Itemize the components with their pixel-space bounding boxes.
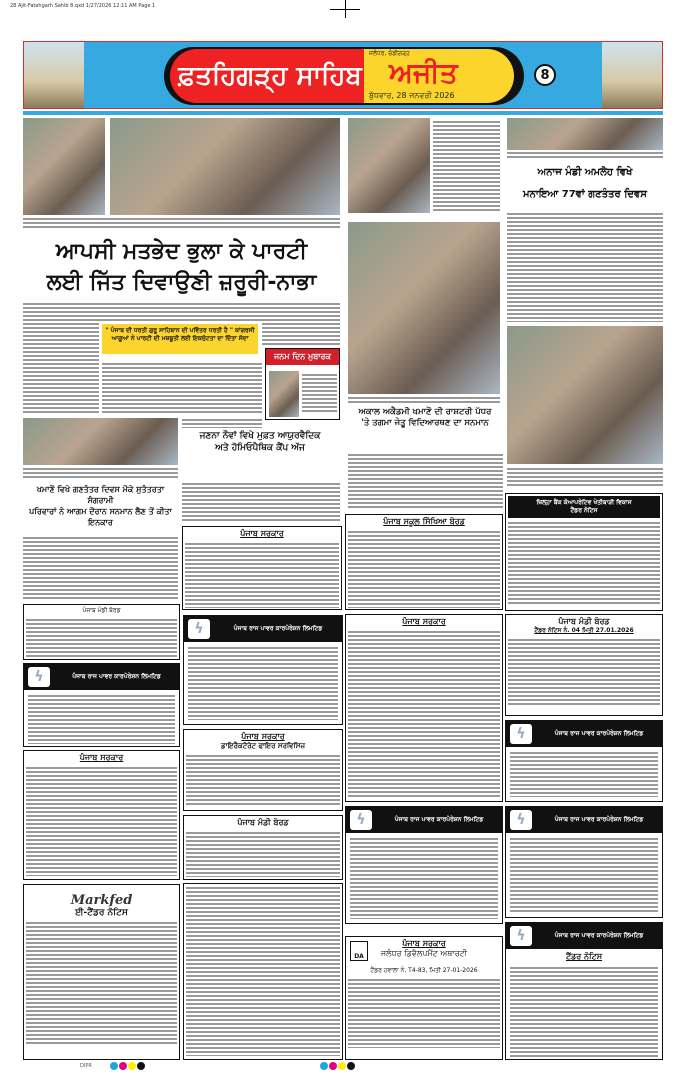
photo-caption bbox=[348, 396, 500, 404]
monument-image bbox=[602, 42, 662, 108]
article-body bbox=[348, 453, 503, 510]
edition-name: ਫ਼ਤਹਿਗੜ੍ਹ ਸਾਹਿਬ bbox=[170, 49, 370, 103]
ad-title: ਪੰਜਾਬ ਸਰਕਾਰ bbox=[241, 732, 285, 741]
ad-subtitle: ਟੈਂਡਰ ਨੋਟਿਸ bbox=[565, 952, 603, 961]
power-logo-icon: ϟ bbox=[188, 619, 210, 639]
birthday-title: ਜਨਮ ਦਿਨ ਮੁਬਾਰਕ bbox=[266, 349, 339, 365]
article-body bbox=[23, 302, 340, 322]
ad-subtitle: ਟੈਂਡਰ ਨੋਟਿਸ ਨੰ. 04 ਮਿਤੀ 27.01.2026 bbox=[534, 627, 634, 634]
ad-text bbox=[348, 978, 500, 1048]
tender-reference: ਟੈਂਡਰ ਹਵਾਲਾ ਨੰ. T4-83, ਮਿਤੀ 27-01-2026 bbox=[370, 967, 478, 974]
ad-text bbox=[26, 921, 177, 1046]
birthday-text bbox=[302, 373, 337, 413]
house-logo-icon: DA bbox=[350, 941, 368, 961]
ad-header bbox=[184, 616, 342, 642]
article-body bbox=[182, 482, 340, 522]
photo-caption bbox=[23, 217, 340, 229]
camp-headline bbox=[180, 430, 340, 454]
ad-bank bbox=[505, 493, 663, 611]
ad-power-corp bbox=[23, 663, 180, 747]
akal-headline bbox=[346, 407, 504, 429]
ad-text bbox=[510, 837, 658, 913]
edition-date: ਬੁੱਧਵਾਰ, 28 ਜਨਵਰੀ 2026 bbox=[369, 91, 455, 100]
ad-text bbox=[186, 831, 340, 877]
lead-headline bbox=[23, 236, 340, 298]
ad-title: ਪੰਜਾਬ ਰਾਜ ਪਾਵਰ ਕਾਰਪੋਰੇਸ਼ਨ ਲਿਮਟਿਡ bbox=[554, 730, 644, 737]
headline-line: ਅਕਾਲ ਅਕੈਡਮੀ ਖਮਾਣੋਂ ਦੀ ਰਾਸ਼ਟਰੀ ਪੱਧਰ bbox=[358, 407, 492, 417]
article-body bbox=[262, 322, 340, 346]
masthead-banner bbox=[164, 47, 524, 105]
article-body bbox=[102, 362, 262, 414]
gurdwara-image bbox=[24, 42, 84, 108]
cyan-dot bbox=[110, 1062, 118, 1070]
article-body bbox=[182, 418, 262, 428]
ad-power-corp-tender bbox=[505, 922, 663, 1060]
ad-mandi-board bbox=[505, 614, 663, 716]
ad-title: ਪੰਜਾਬ ਰਾਜ ਪਾਵਰ ਕਾਰਪੋਰੇਸ਼ਨ ਲਿਮਟਿਡ bbox=[72, 673, 161, 680]
print-slug: 28 Ajit-Fatehgarh Sahib 8.qxd 1/27/2026 12:11 AM Page 1 bbox=[10, 3, 156, 9]
ad-text bbox=[185, 542, 339, 608]
yellow-dot bbox=[338, 1062, 346, 1070]
edition-place: ਜਲੰਧਰ, ਚੰਡੀਗੜ੍ਹ bbox=[369, 50, 410, 57]
ad-mandi-board bbox=[23, 604, 180, 660]
headline-line: ਲਈ ਜਿੱਤ ਦਿਵਾਉਣੀ ਜ਼ਰੂਰੀ-ਨਾਭਾ bbox=[46, 270, 317, 295]
headline-line: ਮਨਾਇਆ 77ਵਾਂ ਗਣਤੰਤਰ ਦਿਵਸ bbox=[523, 189, 647, 200]
magenta-dot bbox=[329, 1062, 337, 1070]
ad-text bbox=[508, 521, 660, 605]
akal-photo bbox=[348, 222, 500, 394]
masthead bbox=[23, 41, 663, 109]
ad-text bbox=[510, 966, 658, 1058]
cyan-dot bbox=[320, 1062, 328, 1070]
photo-caption bbox=[23, 467, 178, 479]
photo bbox=[507, 326, 663, 464]
article-body bbox=[23, 536, 178, 600]
yellow-dot bbox=[128, 1062, 136, 1070]
power-logo-icon: ϟ bbox=[28, 667, 50, 687]
ad-title: ਪੰਜਾਬ ਮੰਡੀ ਬੋਰਡ bbox=[82, 607, 121, 614]
black-dot bbox=[347, 1062, 355, 1070]
ad-header bbox=[24, 664, 179, 690]
ad-text bbox=[348, 630, 500, 798]
ad-notice bbox=[183, 883, 343, 1060]
ad-title: ਪੰਜਾਬ ਸਰਕਾਰ bbox=[240, 529, 284, 538]
ad-title: ਪੰਜਾਬ ਰਾਜ ਪਾਵਰ ਕਾਰਪੋਰੇਸ਼ਨ ਲਿਮਟਿਡ bbox=[554, 932, 644, 939]
power-logo-icon: ϟ bbox=[510, 926, 532, 946]
ad-title: ਪੰਜਾਬ ਰਾਜ ਪਾਵਰ ਕਾਰਪੋਰੇਸ਼ਨ ਲਿਮਟਿਡ bbox=[394, 816, 484, 823]
ad-power-corp bbox=[345, 806, 503, 924]
ad-text bbox=[350, 837, 498, 919]
ad-power-corp bbox=[505, 806, 663, 918]
ad-subtitle: ਡਾਇਰੈਕਟੋਰੇਟ ਫਾਇਰ ਸਰਵਿਸਿਜ਼ bbox=[220, 742, 306, 750]
ad-text bbox=[508, 638, 660, 706]
ad-text bbox=[186, 886, 340, 1056]
footer-label: DIPR bbox=[80, 1063, 92, 1069]
child-photo bbox=[269, 371, 299, 417]
page-number: 8 bbox=[534, 64, 556, 86]
ad-punjab-sarkar bbox=[23, 750, 180, 880]
black-dot bbox=[137, 1062, 145, 1070]
ad-text bbox=[28, 694, 175, 744]
headline-line: ਪਰਿਵਾਰਾਂ ਨੇ ਆਗਮ ਦੌਰਾਨ ਸਨਮਾਨ ਲੈਣ ਤੋਂ ਕੀਤਾ ਇਨਕਾਰ bbox=[29, 507, 172, 527]
ad-title: ਪੰਜਾਬ ਮੰਡੀ ਬੋਰਡ bbox=[237, 818, 289, 827]
ad-punjab-sarkar bbox=[345, 614, 503, 802]
lead-photo bbox=[110, 118, 340, 215]
ad-title: ਜ਼ਿਲ੍ਹਾ ਬੈਂਕ ਕੋਆਪਰੇਟਿਵ ਖੇਤੀਬਾੜੀ ਵਿਕਾਸ bbox=[536, 499, 632, 506]
pull-quote: " ਪੰਜਾਬ ਦੀ ਧਰਤੀ ਗੁਰੂ ਸਾਹਿਬਾਨ ਦੀ ਪਵਿੱਤਰ ਧਰਤੀ ਹੈ " ਕਾਂਗਰਸੀ ਆਗੂਆਂ ਨੇ ਪਾਰਟੀ ਦੀ ਮਜ਼ਬੂਤੀ ਲਈ ਇਕਜੁੱਟਤਾ ਦਾ ਦਿੱਤਾ ਸੱਦਾ bbox=[102, 324, 258, 354]
ad-power-corp bbox=[183, 615, 343, 725]
ad-text bbox=[348, 530, 500, 608]
crop-mark bbox=[330, 9, 360, 10]
ad-title: ਪੰਜਾਬ ਸਰਕਾਰ bbox=[79, 753, 124, 762]
ad-header bbox=[506, 807, 662, 833]
masthead-yellow bbox=[364, 49, 514, 103]
ad-markfed bbox=[23, 884, 180, 1060]
birthday-box bbox=[265, 348, 340, 420]
ad-jda bbox=[345, 936, 503, 1060]
headline-line: ਆਪਸੀ ਮਤਭੇਦ ਭੁਲਾ ਕੇ ਪਾਰਟੀ bbox=[55, 239, 308, 264]
photo bbox=[23, 418, 178, 465]
ad-subtitle: ਈ-ਟੈਂਡਰ ਨੋਟਿਸ bbox=[75, 908, 128, 918]
ad-fire-services bbox=[183, 729, 343, 811]
ad-text bbox=[510, 751, 658, 797]
amloh-headline bbox=[507, 162, 663, 206]
ad-title: ਪੰਜਾਬ ਸਰਕਾਰ bbox=[402, 617, 446, 626]
headline-line: ਅਤੇ ਹੋਮਿਓਪੈਥਿਕ ਕੈਂਪ ਅੱਜ bbox=[215, 443, 305, 453]
khamano-headline bbox=[23, 484, 178, 528]
ad-title: ਪੰਜਾਬ ਰਾਜ ਪਾਵਰ ਕਾਰਪੋਰੇਸ਼ਨ ਲਿਮਟਿਡ bbox=[233, 625, 323, 632]
headline-line: ਜਣਨਾ ਨੌਵਾਂ ਵਿਖੇ ਮੁਫ਼ਤ ਆਯੁਰਵੈਦਿਕ bbox=[199, 431, 321, 441]
paper-logo: ਅਜੀਤ bbox=[389, 56, 458, 89]
headline-line: ਅਨਾਜ ਮੰਡੀ ਅਮਲੋਹ ਵਿਖੇ bbox=[537, 167, 633, 178]
ad-header bbox=[506, 721, 662, 747]
photo bbox=[507, 118, 663, 150]
ad-school-board bbox=[345, 514, 503, 610]
ad-header bbox=[346, 807, 502, 833]
ad-subtitle: ਟੈਂਡਰ ਨੋਟਿਸ bbox=[570, 507, 598, 514]
ad-text bbox=[188, 646, 338, 720]
magenta-dot bbox=[119, 1062, 127, 1070]
article-body bbox=[507, 212, 663, 322]
ad-mandi-board bbox=[183, 815, 343, 880]
ad-header bbox=[506, 923, 662, 949]
power-logo-icon: ϟ bbox=[350, 810, 372, 830]
ad-text bbox=[186, 754, 340, 806]
ad-title: ਪੰਜਾਬ ਮੰਡੀ ਬੋਰਡ bbox=[558, 617, 610, 626]
article-body bbox=[23, 322, 99, 414]
photo-caption bbox=[507, 151, 663, 159]
photo bbox=[348, 118, 430, 213]
ad-text bbox=[26, 618, 177, 658]
ad-punjab-sarkar bbox=[182, 526, 342, 610]
ad-title: ਪੰਜਾਬ ਰਾਜ ਪਾਵਰ ਕਾਰਪੋਰੇਸ਼ਨ ਲਿਮਟਿਡ bbox=[554, 816, 644, 823]
photo bbox=[23, 118, 105, 215]
photo-caption bbox=[507, 467, 663, 487]
power-logo-icon: ϟ bbox=[510, 810, 532, 830]
markfed-logo: Markfed bbox=[70, 893, 133, 908]
ad-text bbox=[26, 766, 177, 876]
ad-header bbox=[508, 496, 660, 518]
masthead-rule bbox=[23, 111, 663, 115]
ad-title: ਪੰਜਾਬ ਸਕੂਲ ਸਿੱਖਿਆ ਬੋਰਡ bbox=[383, 517, 465, 526]
ad-subtitle: ਜਲੰਧਰ ਡਿਵੈਲਪਮੈਂਟ ਅਥਾਰਟੀ bbox=[380, 949, 468, 958]
headline-line: 'ਤੇ ਤਗਮਾ ਜੇਤੂ ਵਿਦਿਆਰਥਣ ਦਾ ਸਨਮਾਨ bbox=[361, 418, 489, 428]
power-logo-icon: ϟ bbox=[510, 724, 532, 744]
ad-title: ਪੰਜਾਬ ਸਰਕਾਰ bbox=[402, 939, 446, 948]
ad-power-corp bbox=[505, 720, 663, 802]
headline-line: ਖਮਾਣੋਂ ਵਿਖੇ ਗਣਤੰਤਰ ਦਿਵਸ ਮੌਕੇ ਸੁਤੰਤਰਤਾ ਸੰਗਰਾਮੀ bbox=[36, 485, 165, 505]
photo-caption bbox=[433, 120, 500, 212]
